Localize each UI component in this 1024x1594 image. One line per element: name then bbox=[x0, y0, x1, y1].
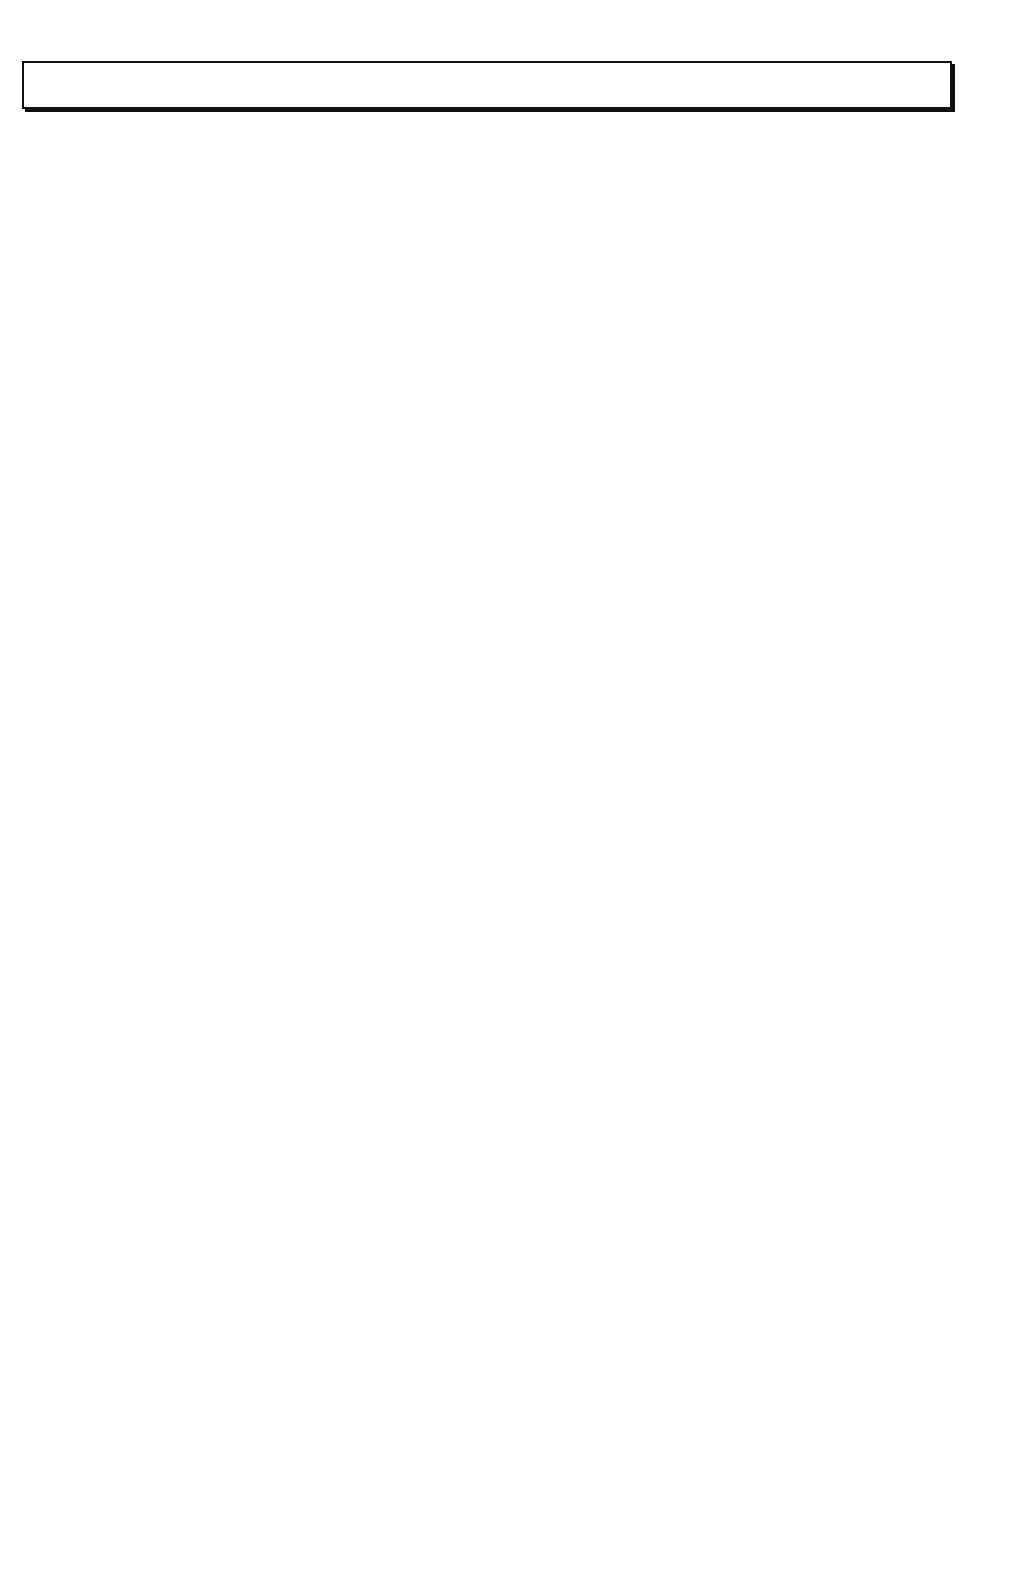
watermark-logo bbox=[408, 740, 598, 830]
document-page bbox=[22, 26, 952, 123]
exercise-heading-box bbox=[22, 61, 952, 109]
